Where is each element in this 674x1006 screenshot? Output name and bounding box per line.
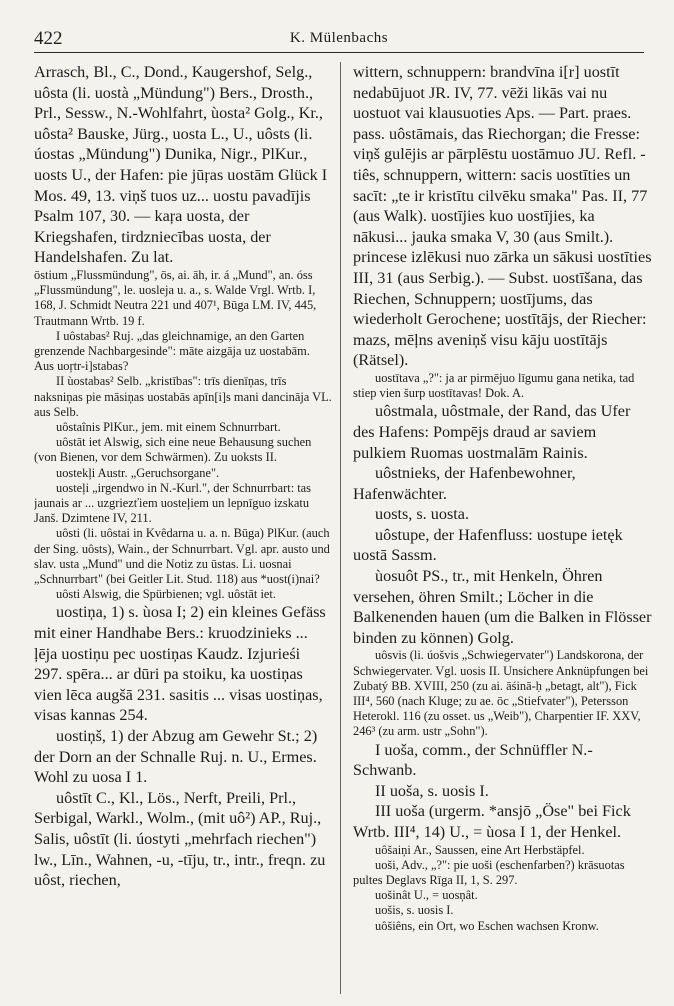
dictionary-entry: uôstīt C., Kl., Lös., Nerft, Preili, Prl., Serbigal, Warkl., Wolm., (mit uô²) AP., Ruj., Salis, uôstīt (li. úostyti „mehrfach riechen") lw., Līn., Wahnen, -u, -tīju, tr., intr., freqn. zu uôst, riechen, bbox=[34, 788, 326, 890]
dictionary-entry: ōstium „Flussmündung", ōs, ai. āh, ir. á „Mund", an. óss „Flussmündung", le. uosleja u. a., s. Walde Vrgl. Wrtb. I, 168, J. Schmidt Neutra 221 und 407¹, Būga LM. IV, 445, Trautmann Wrtb. 19 f. bbox=[34, 267, 317, 328]
dictionary-entry: wittern, schnuppern: brandvīna i[r] uostīt nedabūjuot JR. IV, 77. vēži likās vai nu uostuot vai klausuoties Aps. — Part. praes. pass. uôstāmais, das Riechorgan; die Fresse: viņš gulējis ar pārplēstu uostāmuo JU. Refl. -tiês, schnuppern, wittern: sacis uostīties un sacīt: „te ir kristītu cilvēku smaka" Pas. II, 77 (aus Walk). uostījies kuo uostījies, ka nākusi... jauka smaka V, 30 (aus Smilt.). princese izlēkusi nuo zārka un sākusi uostīties III, 31 (aus Serbig.). — Subst. uostīšana, das Riechen, Schnuppern; uostījums, das wiederholt Gerochene; uostītājs, der Riecher: mazs, mēļns aveniņš visu kāju uostītājs (Rätsel). bbox=[353, 63, 652, 370]
dictionary-entry: uošis, s. uosis I. bbox=[375, 903, 454, 918]
dictionary-entry: uôstāt iet Alswig, sich eine neue Behausung suchen (von Bienen, vor dem Schwärmen). Zu uoksts II. bbox=[34, 435, 312, 465]
page-header bbox=[34, 24, 644, 53]
dictionary-entry: II ùostabas² Selb. „kristības": trīs dienīņas, trīs naksniņas pie māsiņas uostabās apīn[i]s mani dancināja VL. aus Selb. bbox=[34, 374, 332, 419]
text-columns bbox=[34, 62, 652, 994]
dictionary-entry: uostekļi Austr. „Geruchsorgane". bbox=[56, 465, 220, 480]
dictionary-entry: uôstmala, uôstmale, der Rand, das Ufer des Hafens: Pompējs draud ar saviem pulkiem Ruomas uostmalām Rainis. bbox=[353, 402, 631, 462]
dictionary-entry: uôsti (li. uôstai in Kvêdarna u. a. n. Būga) PlKur. (auch der Sing. uôsts), Wain., der Schnurrbart. Vgl. apr. austo und slav. usta „Mund" und die Notiz zu ūstas. Li. uosnai „Schnurrbart" (bei Geitler Lit. Stud. 118) aus *uost(i)nai? bbox=[34, 526, 330, 586]
dictionary-entry: uostiņš, 1) der Abzug am Gewehr St.; 2) der Dorn an der Schnalle Ruj. n. U., Ermes. Wohl zu uosa I 1. bbox=[34, 726, 318, 787]
dictionary-entry: ùosuôt PS., tr., mit Henkeln, Öhren versehen, öhren Smilt.; Löcher in die Balkenenden hauen (um die Balken in Flösser binden zu können) Golg. bbox=[353, 567, 652, 647]
dictionary-entry: uôsvis (li. úošvis „Schwiegervater") Landskorona, der Schwiegervater. Vgl. uosis II. Unsichere Anknüpfungen bei Zubatý BB. XVIII, 250 (zu ai. āśinā-ḥ „betagt, alt"), Fick III⁴, 560 (nach Kluge; zu ae. ōc „Stiefvater"), Petersson Heterokl. 116 (zu osset. us „Weib"), Charpentier IF. XXV, 246³ (zu arm. ustr „Sohn"). bbox=[353, 648, 649, 739]
dictionary-entry: Arrasch, Bl., C., Dond., Kaugershof, Selg., uôsta (li. uostà „Mündung") Bers., Drosth., Prl., Sessw., N.-Wohlfahrt, ùosta² Golg., Kr., uôsta² Bauske, Jürg., uosta L., U., uôsts (li. úostas „Mündung") Dunika, Nigr., PlKur., uosts U., der Hafen: pie jūŗas uostām Glück I Mos. 49, 13. viņš tuos uz... uostu pavadījis Psalm 107, 30. — kaŗa uosta, der Kriegshafen, tirdzniecības uosta, der Handelshafen. Zu lat. bbox=[34, 63, 328, 267]
dictionary-entry: uôsti Alswig, die Spürbienen; vgl. uôstāt iet. bbox=[56, 587, 276, 602]
dictionary-entry: uôstaînis PlKur., jem. mit einem Schnurrbart. bbox=[56, 419, 281, 434]
dictionary-entry: II uoša, s. uosis I. bbox=[375, 781, 489, 800]
right-column bbox=[340, 62, 652, 994]
dictionary-entry: uostītava „?": ja ar pirmējuo līgumu gana netika, tad stiep vien šurp uostītavas! Dok. A. bbox=[353, 370, 635, 401]
running-head: K. Mülenbachs bbox=[289, 30, 389, 46]
dictionary-entry: uosts, s. uosta. bbox=[375, 505, 469, 524]
dictionary-entry: uôšaiņi Ar., Saussen, eine Art Herbstäpfel. bbox=[375, 842, 585, 857]
dictionary-entry: uostiņa, 1) s. ùosa I; 2) ein kleines Gefäss mit einer Handhabe Bers.: kruodzinieks ... ļēja uostiņu pec uostiņas Kaudz. Izjurieśi 297. spēra... ar dūri pa stoiku, ka uostiņas vien lēca augšā 231. sasitis ... visas uostiņas, visas kannas 254. bbox=[34, 603, 326, 725]
dictionary-entry: uôstnieks, der Hafenbewohner, Hafenwächter. bbox=[353, 464, 576, 503]
dictionary-entry: uoši, Adv., „?": pie uoši (eschenfarben?) krāsuotas pultes Deglavs Rīga II, 1, S. 297. bbox=[353, 857, 625, 888]
page-number: 422 bbox=[34, 28, 63, 49]
dictionary-entry: uôšiêns, ein Ort, wo Eschen wachsen Kronw. bbox=[375, 918, 599, 933]
dictionary-entry: III uoša (urgerm. *ansjō „Öse" bei Fick Wrtb. III⁴, 14) U., = ùosa I 1, der Henkel. bbox=[353, 802, 631, 842]
left-column bbox=[34, 62, 340, 994]
dictionary-entry: uosteļi „irgendwo in N.-Kurl.", der Schnurrbart: tas jaunais ar ... uzgriezťiem uosteļiem un lepnīguo izskatu Janš. Dzimtene IV, 211. bbox=[34, 480, 311, 526]
dictionary-entry: I uôstabas² Ruj. „das gleichnamige, an den Garten grenzende Nachbargesinde": māte aizgāja uz uostabām. Aus uoŗtr-i]stabas? bbox=[34, 328, 310, 374]
dictionary-entry: I uoša, comm., der Schnüffler N.-Schwanb. bbox=[353, 740, 593, 780]
dictionary-entry: uôstupe, der Hafenfluss: uostupe ietęk uostā Sassm. bbox=[353, 525, 623, 565]
dictionary-entry: uošinât U., = uosņât. bbox=[375, 888, 478, 903]
